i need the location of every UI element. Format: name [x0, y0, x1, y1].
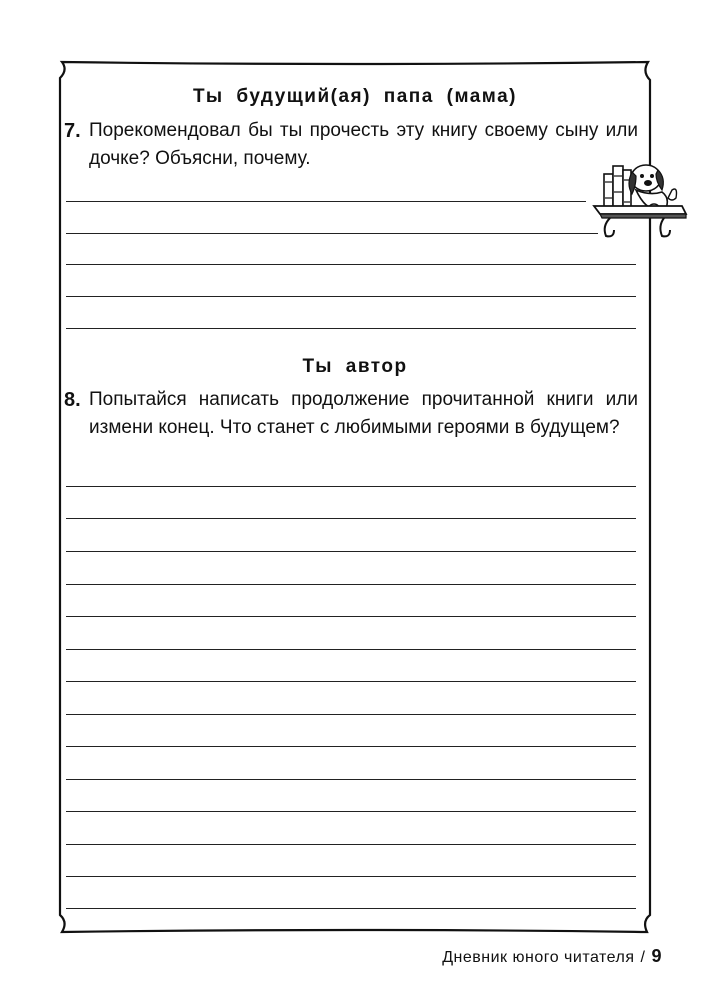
answer-line[interactable]: [66, 233, 598, 234]
footer-separator: /: [640, 949, 646, 966]
answer-line[interactable]: [66, 296, 636, 297]
question-number: 8.: [64, 389, 81, 411]
section-title-author: Ты автор: [302, 356, 408, 377]
book-title: Дневник юного читателя: [442, 949, 635, 966]
answer-line[interactable]: [66, 876, 636, 877]
answer-line[interactable]: [66, 649, 636, 650]
answer-line[interactable]: [66, 908, 636, 909]
answer-line[interactable]: [66, 264, 636, 265]
answer-line[interactable]: [66, 681, 636, 682]
answer-line[interactable]: [66, 328, 636, 329]
answer-line[interactable]: [66, 518, 636, 519]
answer-line[interactable]: [66, 201, 586, 202]
answer-line[interactable]: [66, 746, 636, 747]
bookshelf-with-toy-dog-icon: [592, 152, 688, 244]
question-8: [64, 386, 638, 442]
question-text: Попытайся написать продолжение прочитанной книги или измени конец. Что станет с любимыми героями в будущем?: [89, 389, 638, 438]
page-footer: [442, 946, 662, 967]
question-text: Порекомендовал бы ты прочесть эту книгу своему сыну или дочке? Объясни, почему.: [89, 120, 638, 169]
page-number: 9: [651, 946, 662, 966]
answer-line[interactable]: [66, 486, 636, 487]
question-7: [64, 117, 638, 173]
answer-line[interactable]: [66, 616, 636, 617]
answer-line[interactable]: [66, 811, 636, 812]
answer-line[interactable]: [66, 551, 636, 552]
section-title-future-parent: Ты будущий(ая) папа (мама): [192, 86, 518, 107]
answer-line[interactable]: [66, 779, 636, 780]
answer-line[interactable]: [66, 584, 636, 585]
answer-line[interactable]: [66, 714, 636, 715]
question-number: 7.: [64, 120, 81, 142]
answer-line[interactable]: [66, 844, 636, 845]
